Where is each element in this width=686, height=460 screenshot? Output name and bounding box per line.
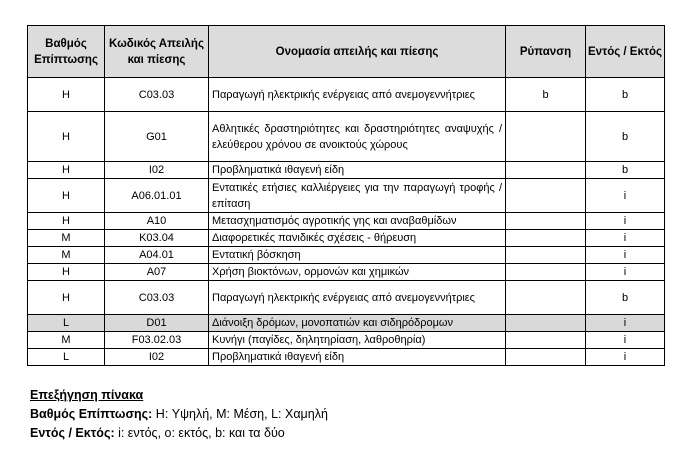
cell-pollution: b [506,78,586,112]
header-inout: Εντός / Εκτός [586,26,665,78]
cell-inout: i [586,264,665,281]
legend-grade-text: H: Υψηλή, M: Μέση, L: Χαμηλή [152,407,328,421]
cell-code: C03.03 [105,78,209,112]
cell-name: Χρήση βιοκτόνων, ορμονών και χημικών [209,264,506,281]
cell-grade: H [28,281,105,315]
cell-grade: M [28,247,105,264]
cell-code: I02 [105,349,209,366]
cell-inout: b [586,112,665,162]
legend-title: Επεξήγηση πίνακα [30,388,144,402]
cell-code: A04.01 [105,247,209,264]
cell-code: D01 [105,315,209,332]
cell-grade: M [28,230,105,247]
cell-code: F03.02.03 [105,332,209,349]
table-legend [30,386,328,443]
cell-inout: i [586,332,665,349]
cell-pollution [506,213,586,230]
cell-pollution [506,112,586,162]
table-row [28,179,665,213]
cell-grade: M [28,332,105,349]
header-pollution: Ρύπανση [506,26,586,78]
cell-pollution [506,349,586,366]
table-row [28,281,665,315]
cell-grade: H [28,112,105,162]
table-row [28,349,665,366]
cell-inout: b [586,78,665,112]
header-name: Ονομασία απειλής και πίεσης [209,26,506,78]
table-row [28,213,665,230]
table-row [28,162,665,179]
cell-grade: H [28,264,105,281]
cell-inout: i [586,230,665,247]
cell-grade: H [28,162,105,179]
threats-table [27,25,665,366]
cell-pollution [506,332,586,349]
cell-name: Προβληματικά ιθαγενή είδη [209,162,506,179]
legend-grade-line [30,405,328,424]
cell-pollution [506,247,586,264]
cell-pollution [506,162,586,179]
cell-pollution [506,315,586,332]
cell-inout: b [586,162,665,179]
cell-pollution [506,281,586,315]
legend-inout-label: Εντός / Εκτός: [30,426,115,440]
table-row [28,247,665,264]
table-row [28,264,665,281]
legend-inout-line [30,424,328,443]
table-body [28,78,665,366]
cell-code: C03.03 [105,281,209,315]
cell-name: Αθλητικές δραστηριότητες και δραστηριότητες αναψυχής / ελεύθερου χρόνου σε ανοικτούς χώρους [209,112,506,162]
cell-name: Διάνοιξη δρόμων, μονοπατιών και σιδηρόδρομων [209,315,506,332]
cell-name: Παραγωγή ηλεκτρικής ενέργειας από ανεμογεννήτριες [209,281,506,315]
cell-code: K03.04 [105,230,209,247]
cell-inout: i [586,315,665,332]
header-grade: Βαθμός Επίπτωσης [28,26,105,78]
cell-pollution [506,264,586,281]
cell-inout: i [586,349,665,366]
cell-grade: L [28,349,105,366]
cell-name: Εντατική βόσκηση [209,247,506,264]
table-row [28,78,665,112]
table-row [28,315,665,332]
table-row [28,112,665,162]
cell-grade: H [28,78,105,112]
cell-name: Παραγωγή ηλεκτρικής ενέργειας από ανεμογεννήτριες [209,78,506,112]
legend-inout-text: i: εντός, o: εκτός, b: και τα δύο [114,426,285,440]
cell-inout: b [586,281,665,315]
cell-inout: i [586,247,665,264]
legend-grade-label: Βαθμός Επίπτωσης: [30,407,153,421]
cell-grade: H [28,213,105,230]
header-code: Κωδικός Απειλής και πίεσης [105,26,209,78]
cell-grade: L [28,315,105,332]
cell-pollution [506,230,586,247]
cell-name: Εντατικές ετήσιες καλλιέργειες για την παραγωγή τροφής / επίταση [209,179,506,213]
table-row [28,230,665,247]
cell-code: A07 [105,264,209,281]
cell-code: A10 [105,213,209,230]
cell-inout: i [586,213,665,230]
table-header-row [28,26,665,78]
cell-code: G01 [105,112,209,162]
cell-pollution [506,179,586,213]
cell-name: Διαφορετικές πανιδικές σχέσεις - θήρευση [209,230,506,247]
table-row [28,332,665,349]
cell-code: I02 [105,162,209,179]
cell-name: Κυνήγι (παγίδες, δηλητηρίαση, λαθροθηρία) [209,332,506,349]
cell-inout: i [586,179,665,213]
cell-name: Προβληματικά ιθαγενή είδη [209,349,506,366]
cell-grade: H [28,179,105,213]
cell-code: A06.01.01 [105,179,209,213]
cell-name: Μετασχηματισμός αγροτικής γης και αναβαθμίδων [209,213,506,230]
